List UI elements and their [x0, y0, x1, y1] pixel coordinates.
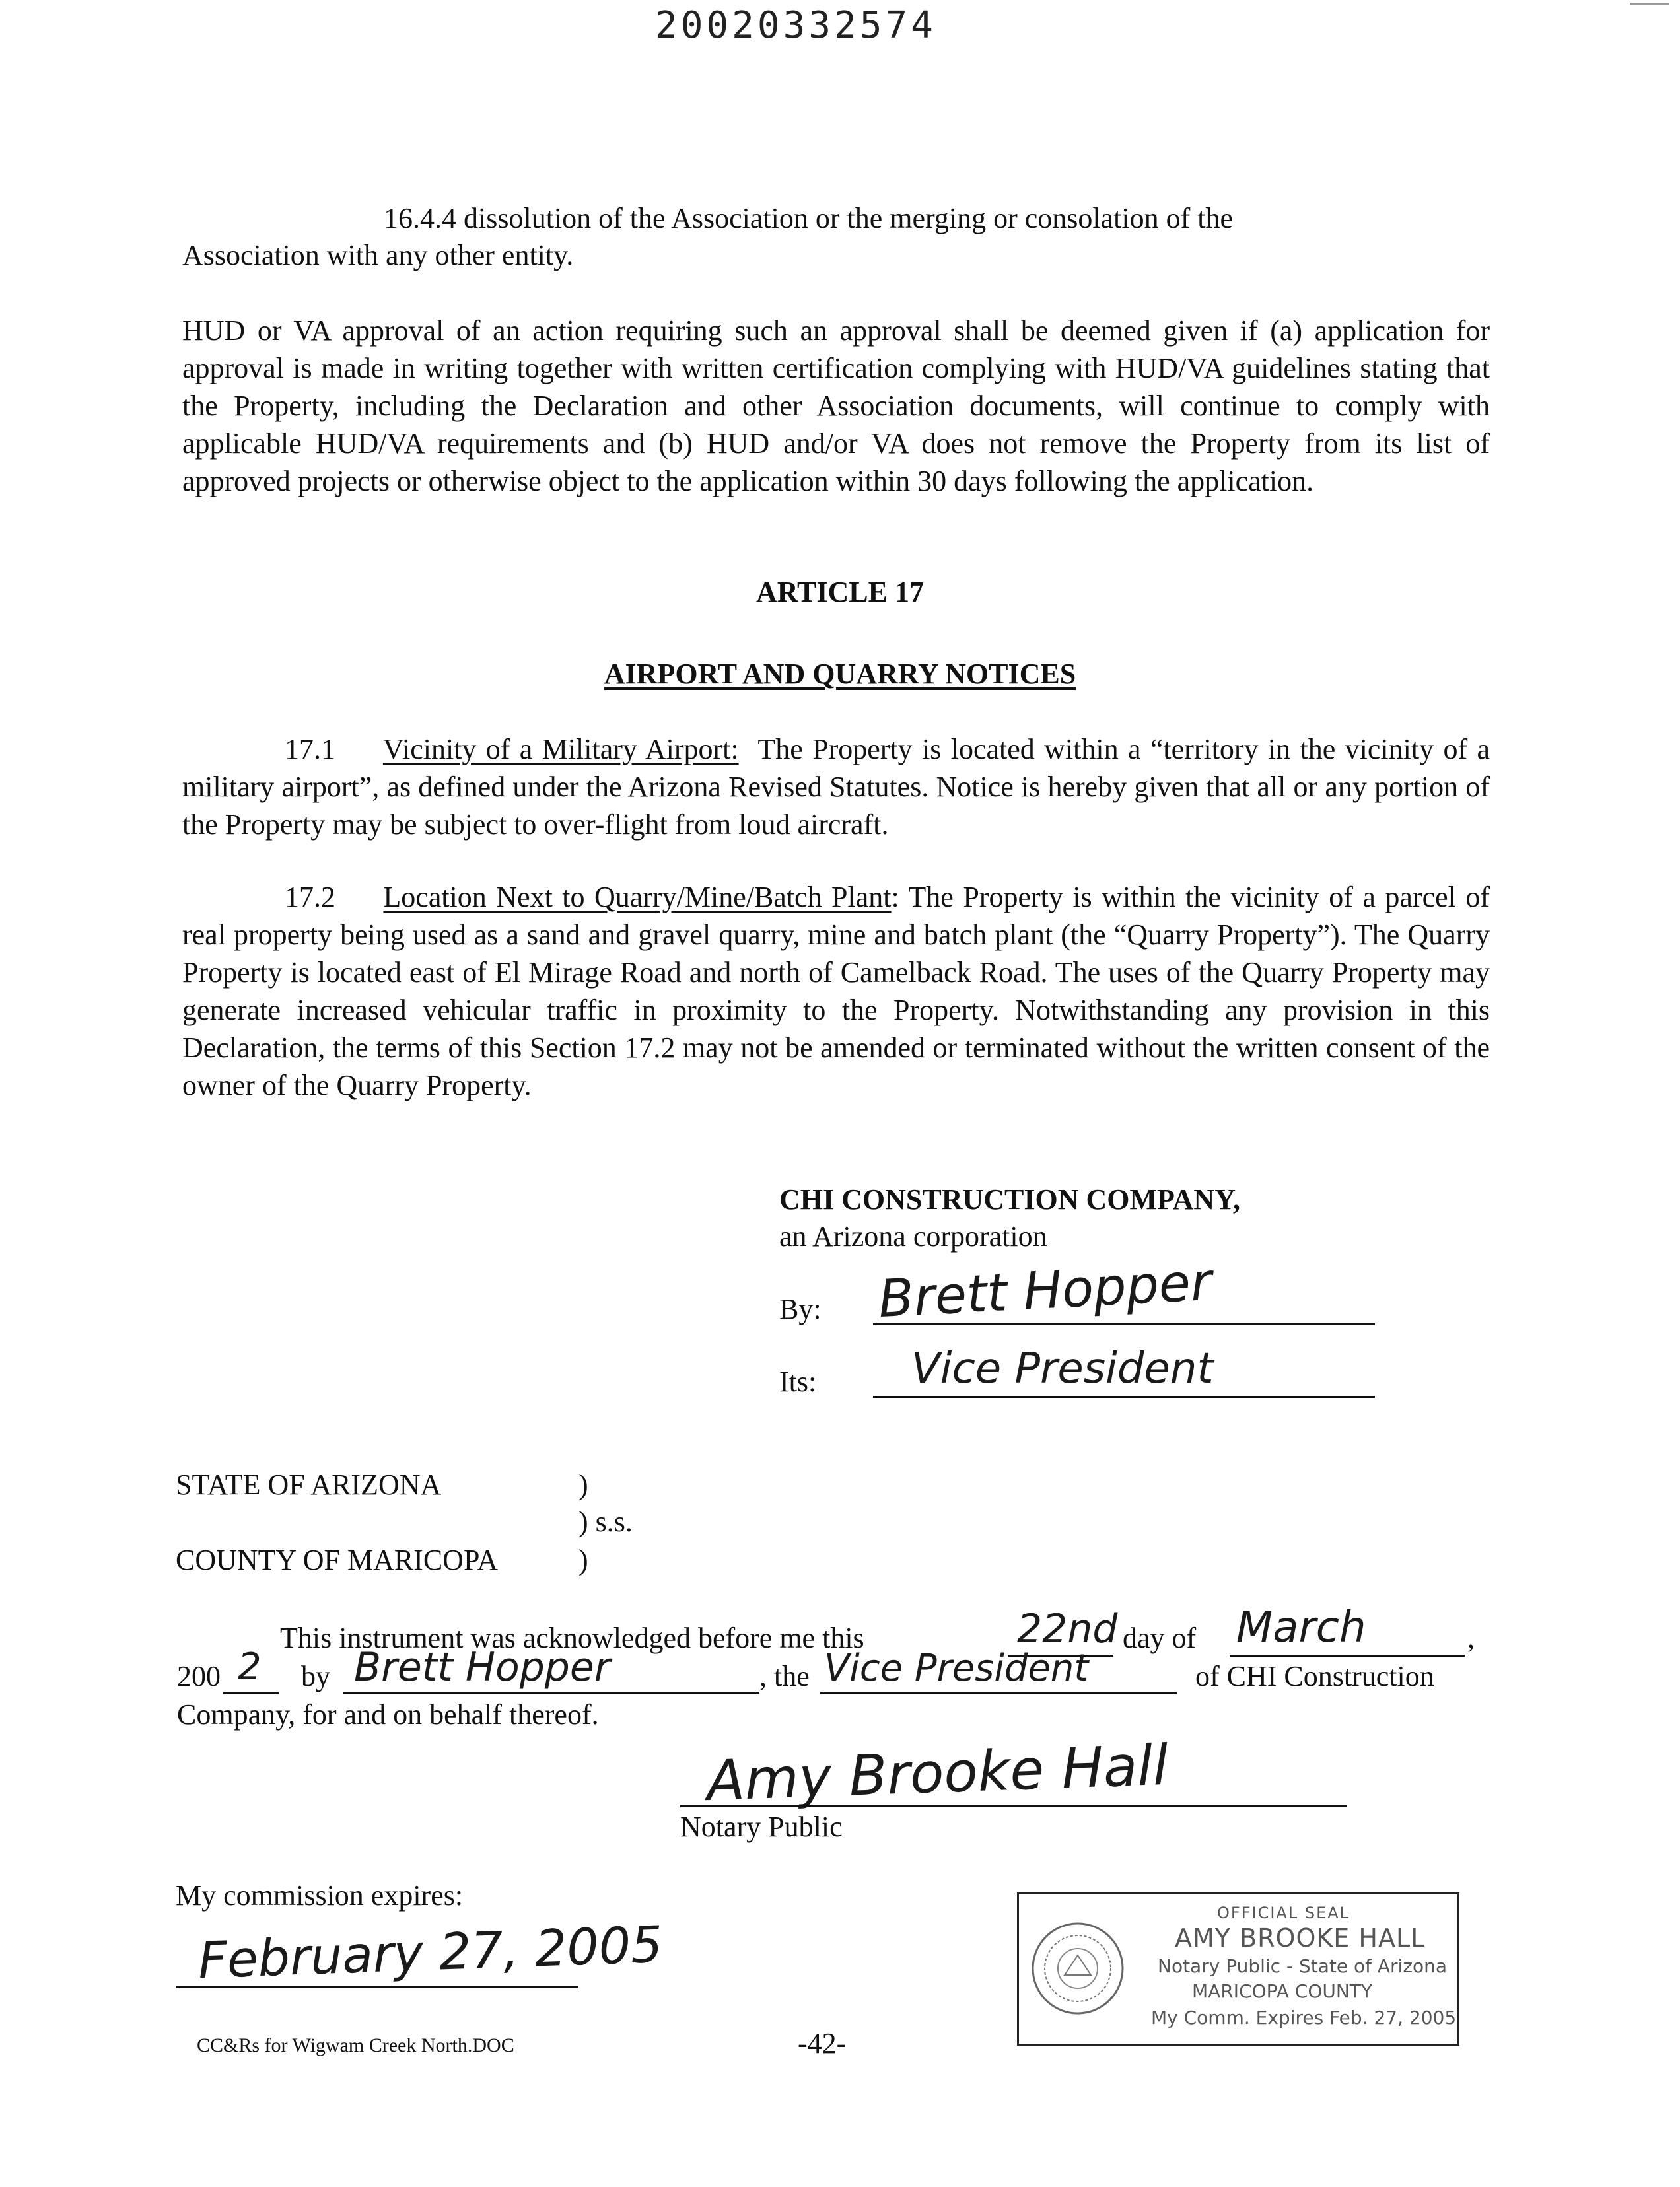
- section-17-1-number: 17.1: [285, 733, 335, 765]
- ack-text-of: of CHI Construction: [1195, 1660, 1434, 1692]
- its-line: [873, 1396, 1375, 1398]
- venue-paren-2: ): [578, 1544, 588, 1576]
- seal-line-2: AMY BROOKE HALL: [1175, 1924, 1426, 1953]
- section-17-2-number: 17.2: [285, 881, 335, 913]
- seal-line-4: MARICOPA COUNTY: [1192, 1980, 1372, 2002]
- by-label: By:: [779, 1293, 822, 1325]
- seal-line-1: OFFICIAL SEAL: [1217, 1904, 1350, 1922]
- ack-name-value: Brett Hopper: [354, 1644, 611, 1690]
- notary-label: Notary Public: [680, 1811, 843, 1843]
- corner-mark: [1630, 3, 1669, 5]
- seal-line-3: Notary Public - State of Arizona: [1158, 1955, 1448, 1977]
- ack-text-the: , the: [759, 1660, 810, 1692]
- document-number: 20020332574: [655, 4, 936, 47]
- signer-title: Vice President: [911, 1344, 1214, 1393]
- ack-day-value: 22nd: [1017, 1606, 1118, 1652]
- commission-date: February 27, 2005: [197, 1914, 664, 1990]
- ack-line-3: Company, for and on behalf thereof.: [177, 1698, 599, 1731]
- section-17-2-heading: Location Next to Quarry/Mine/Batch Plant: [383, 881, 892, 913]
- ack-text-by: by: [301, 1660, 330, 1692]
- ack-comma: ,: [1467, 1622, 1475, 1654]
- article-number: ARTICLE 17: [756, 576, 924, 608]
- item-16-4-4-line-1: 16.4.4 dissolution of the Association or the merging or consolation of the: [384, 202, 1234, 234]
- venue-ss: ) s.s.: [578, 1506, 633, 1538]
- notary-signature-line: [680, 1805, 1347, 1807]
- ack-month-line: [1230, 1655, 1465, 1657]
- ack-text-1: This instrument was acknowledged before me this: [280, 1622, 864, 1654]
- venue-county: COUNTY OF MARICOPA: [176, 1544, 499, 1576]
- section-17-2: [182, 878, 1490, 1104]
- signer-signature: Brett Hopper: [876, 1252, 1213, 1330]
- commission-line: [176, 1986, 578, 1988]
- ack-title-value: Vice President: [824, 1647, 1089, 1690]
- section-17-2-body: : The Property is within the vicinity of a parcel of real property being used as a sand and gravel quarry, mine and batch plant (the “Quarry Property”). The Quarry Property is located east of El Mirage Road and north of Camelback Road. The uses of the Quarry Property may generate increased vehicular traffic in proximity to the Property. Notwithstanding any provision in this Declaration, the terms of this Section 17.2 may not be amended or terminated without the written consent of the owner of the Quarry Property.: [182, 881, 1490, 1101]
- notary-seal: [1017, 1892, 1459, 2046]
- hud-va-approval-paragraph: HUD or VA approval of an action requiring such an approval shall be deemed given if (a) application for approval is made in writing together with written certification complying with HUD/VA guidelines stating that the Property, including the Declaration and other Association documents, will continue to comply with applicable HUD/VA requirements and (b) HUD and/or VA does not remove the Property from its list of approved projects or otherwise object to the application within 30 days following the application.: [182, 314, 1490, 497]
- section-17-1-body: The Property is located within a “territory in the vicinity of a military airport”, as defined under the Arizona Revised Statutes. Notice is hereby given that all or any portion of the Property may be subject to over-flight from loud aircraft.: [182, 733, 1490, 841]
- seal-line-5: My Comm. Expires Feb. 27, 2005: [1151, 2007, 1457, 2029]
- notary-signature: Amy Brooke Hall: [705, 1732, 1170, 1814]
- company-type: an Arizona corporation: [779, 1220, 1047, 1253]
- venue-paren-1: ): [578, 1469, 588, 1501]
- ack-title-line: [820, 1692, 1177, 1694]
- ack-text-2: day of: [1123, 1622, 1197, 1654]
- state-seal-icon: [1028, 1909, 1127, 2028]
- item-16-4-4-line-2: Association with any other entity.: [182, 239, 574, 271]
- company-name: CHI CONSTRUCTION COMPANY,: [779, 1183, 1240, 1216]
- commission-label: My commission expires:: [176, 1879, 464, 1912]
- ack-year-prefix: 200: [177, 1660, 221, 1692]
- its-label: Its:: [779, 1366, 817, 1398]
- section-17-1-heading: Vicinity of a Military Airport:: [382, 733, 739, 765]
- ack-year-value: 2: [238, 1646, 262, 1688]
- venue-state: STATE OF ARIZONA: [176, 1469, 442, 1501]
- ack-year-line: [223, 1692, 279, 1694]
- section-17-1: [182, 730, 1490, 843]
- footer-filename: CC&Rs for Wigwam Creek North.DOC: [197, 2034, 514, 2056]
- ack-name-line: [343, 1692, 759, 1694]
- ack-month-value: March: [1236, 1603, 1366, 1652]
- page-number: -42-: [798, 2027, 847, 2060]
- article-title: AIRPORT AND QUARRY NOTICES: [604, 658, 1076, 690]
